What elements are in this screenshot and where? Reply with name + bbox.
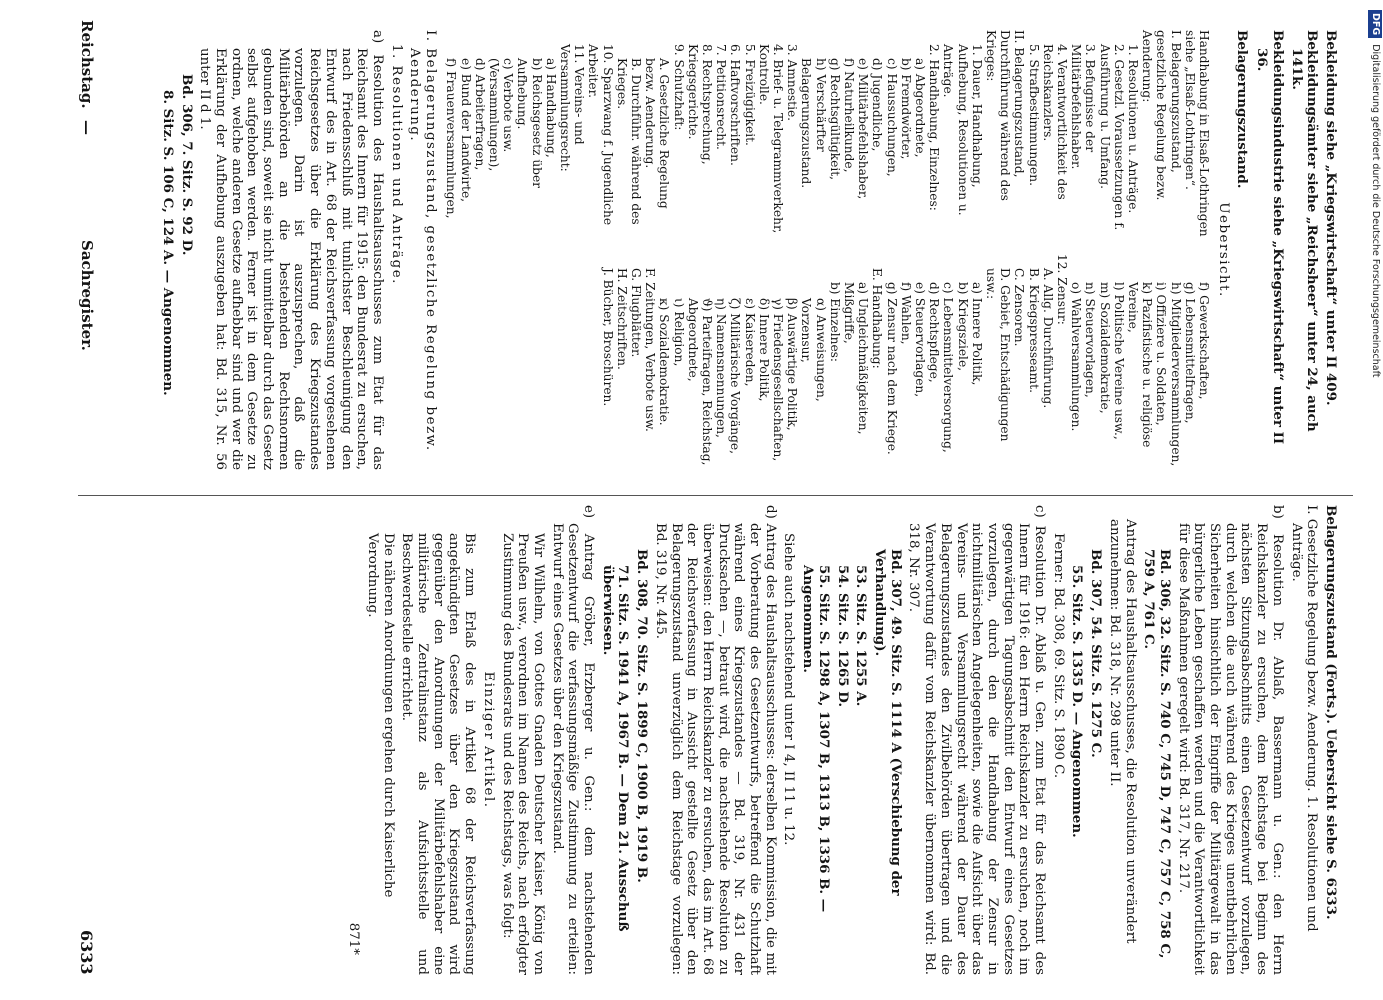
toc-item: e) Militärbefehlshaber,	[856, 58, 871, 200]
toc-item: 9. Schutzhaft:	[671, 44, 686, 131]
toc-item: J. Bücher, Broschüren.	[600, 268, 615, 407]
toc-item: f) Wahlen,	[898, 282, 913, 345]
motion-d: d) Antrag des Haushaltsausschusses: derselben Kommission, die mit der Vorberatung des Gesetzentwurfs, betreffend die Schutzhaft während eines Kriegszustandes — Bd. 319, Nr. 431 der Drucksachen —, betraut wird, die nachstehende Resolution zu überweisen: den Herrn Reichskanzler zu ersuchen, das im Art. 68 der Reichsverfassung in Aussicht gestellte Gesetz über den Belagerungszustand unverzüglich dem Reichstage vorzulegen: Bd. 319, Nr. 445.	[652, 505, 778, 975]
resolution-c-reference-1: Bd. 307, 49. Sitz. S. 1114 A (Verschiebung der Verhandlung).	[872, 549, 904, 896]
left-column	[98, 30, 1338, 470]
toc-item: c) Haussuchungen,	[884, 58, 899, 177]
subsection-1-heading: 1. Resolutionen und Anträge.	[388, 44, 404, 285]
toc-item: g) Lebensmittelfragen,	[1182, 282, 1197, 424]
toc-item: 8. Rechtsprechung, Kriegsgerichte.	[685, 44, 714, 165]
toc-item: δ) Innere Politik,	[756, 298, 771, 402]
toc-item: g) Rechtsgültigkeit,	[827, 58, 842, 181]
entry-bekleidungsaemter: Bekleidungsämter siehe „Reichsheer“ unter 24, auch 141k.	[1288, 30, 1321, 432]
funding-stamp	[1368, 10, 1382, 995]
toc-item: 12. Zensur:	[1055, 254, 1070, 325]
toc-item: e) Steuervorlagen,	[913, 282, 928, 398]
motion-d-reference-1: Bd. 308, 70. Sitz. S. 1899 C, 1900 B, 1919 B.	[634, 549, 651, 883]
toc-item: d) Jugendliche,	[870, 58, 885, 152]
toc-item: I. Belagerungszustand, gesetzliche Regelung bezw. Aenderung:	[1140, 30, 1183, 201]
resolution-a: a) Resolution des Haushaltsausschusses zum Etat für das Reichsamt des Innern für 1915: den Bundesrat zu ersuchen, nach Friedensschluß mit tunlichster Beschleunigung den Entwurf des in Art. 68 der Reichsverfassung vorgesehenen Reichsgesetzes über die Erklärung des Kriegszustandes vorzulegen. Darin ist auszusprechen, daß die Militärbehörden an die bestehenden Rechtsnormen gebunden sind, soweit sie nicht unmittelbar durch das Gesetz selbst aufgehoben werden. Ferner ist in dem Gesetze zu ordnen, welche anderen Gesetze aufhebbar sind und wer die Erklärung der Aufhebung auszugeben hat: Bd. 315, Nr. 56 unter II d 1.	[197, 30, 385, 470]
toc-item: ι) Religion,	[671, 298, 686, 367]
toc-item: h) Verschärfter Belagerungszustand.	[799, 58, 828, 189]
toc-item: G. Flugblätter.	[628, 268, 643, 358]
entry-bekleidung: Bekleidung siehe „Kriegswirtschaft“ unter II 409.	[1323, 30, 1339, 406]
funding-text: Digitalisierung gefördert durch die Deutsche Forschungsgemeinschaft	[1370, 44, 1381, 378]
toc-item: n) Steuervorlagen,	[1083, 282, 1098, 398]
toc-item: 6. Haftvorschriften.	[728, 44, 743, 166]
toc-item: ζ) Militärische Vorgänge,	[728, 298, 743, 454]
toc-item: ϑ) Parteifragen, Reichstag, Abgeordnete,	[685, 298, 714, 466]
toc-item: 3. Befugnisse der Militärbefehlshaber.	[1069, 44, 1098, 170]
resolution-b-reference: Bd. 306, 32. Sitz. S. 740 C, 745 D, 747 C, 757 C, 758 C, 759 A, 761 C.	[1141, 549, 1173, 959]
page-number: 6333	[77, 930, 96, 975]
toc-item: 1. Resolutionen u. Anträge.	[1126, 44, 1141, 214]
toc-item: A. Gesetzliche Regelung bezw. Aenderung.	[643, 58, 672, 209]
toc-item: D. Gebiet, Entschädigungen usw.:	[984, 268, 1013, 442]
toc-item: β) Auswärtige Politik,	[785, 298, 800, 431]
toc-item: a) Abgeordnete,	[913, 58, 928, 158]
toc-item: a) Innere Politik,	[969, 282, 984, 386]
resolution-b-committee: Antrag des Haushaltsausschusses, die Resolution unverändert anzunehmen: Bd. 318, Nr. 298 unter II.	[1106, 519, 1138, 944]
toc-item: 3. Amnestie.	[785, 44, 800, 122]
resolution-a-reference-2: 8. Sitz. S. 106 C, 124 A. — Angenommen.	[159, 90, 176, 396]
toc-item: k) Pazifistische u. religiöse Vereine,	[1126, 282, 1155, 448]
running-title-1: Reichstag.	[78, 20, 96, 109]
toc-item: H. Zeitschriften.	[614, 268, 629, 370]
toc-item: 5. Freizügigkeit.	[742, 44, 757, 146]
toc-item: 2. Handhabung, Einzelnes:	[927, 44, 942, 211]
toc-item: II. Belagerungszustand, Durchführung während des Krieges:	[984, 30, 1027, 201]
toc-item: 5. Strafbestimmungen.	[1026, 44, 1041, 186]
toc-item: f) Naturheilkunde,	[842, 58, 856, 173]
toc-item: h) Mitgliederversammlungen,	[1168, 282, 1183, 467]
overview-col-1	[444, 30, 1211, 246]
toc-item: o) Wahlversammlungen.	[1069, 282, 1084, 432]
resolution-c-reference-4: 55. Sitz. S. 1298 A, 1307 B, 1313 B, 1336 B. — Angenommen.	[800, 565, 832, 913]
decree-preamble: Wir Wilhelm, von Gottes Gnaden Deutscher Kaiser, König von Preußen usw., verordnen im Namen des Reichs, nach erfolgter Zustimmung des Bundesrats und des Reichstags, was folgt:	[499, 533, 546, 975]
overview-col-2	[444, 254, 1211, 470]
toc-item: 4. Verantwortlichkeit des Reichskanzlers.	[1040, 44, 1070, 200]
toc-item: d) Rechtspflege,	[927, 282, 942, 383]
toc-item: i) Offiziere u. Soldaten,	[1154, 282, 1169, 426]
continued-heading: Belagerungszustand (Forts.). Uebersicht siehe S. 6333.	[1323, 505, 1339, 920]
toc-item: η) Namensnennungen,	[714, 298, 729, 438]
motion-e: e) Antrag Gröber, Erzberger u. Gen.: dem nachstehenden Gesetzentwurf die verfassungsmäßige Zustimmung zu erteilen: Entwurf eines Gesetzes über den Kriegszustand.	[549, 505, 597, 975]
toc-item: E. Handhabung:	[870, 268, 885, 369]
resolution-c: c) Resolution Dr. Ablaß u. Gen. zum Etat für das Reichsamt des Innern für 1916: den Herrn Reichskanzler zu ersuchen, noch im gegenwärtigen Tagungsabschnitt den Entwurf eines Gesetzes vorzulegen, durch den die Handhabung der Zensur in nichtmilitärischen Angelegenheiten, sowie die Aufsicht über das Vereins- und Versammlungsrecht während der Dauer des Belagerungszustandes den Zivilbehörden übertragen und die Verantwortung dafür vom Reichskanzler übernommen wird: Bd. 318, Nr. 307.	[906, 505, 1048, 975]
toc-item: B. Durchführ. während des Krieges.	[614, 58, 643, 225]
toc-item: b) Fremdwörter,	[898, 58, 913, 160]
toc-item: B. Kriegspresseamt.	[1026, 268, 1041, 393]
toc-item: κ) Sozialdemokratie.	[657, 298, 672, 426]
toc-item: α) Anweisungen, Vorzensur,	[799, 298, 828, 402]
toc-item: F. Zeitungen, Verbote usw.	[643, 268, 658, 432]
toc-item: a) Ungleichmäßigkeiten, Mißgriffe,	[842, 282, 871, 435]
resolution-c-reference-3: 54. Sitz. S. 1265 D.	[834, 565, 851, 708]
toc-item: A. Allg. Durchführung.	[1040, 268, 1055, 409]
article-text: Bis zum Erlaß des in Artikel 68 der Reichsverfassung angekündigten Gesetzes über den Kriegszustand wird gegenüber den Anordnungen der Militärbefehlshaber eine militärische Zentralinstanz als Aufsichtsstelle und Beschwerdestelle errichtet.	[399, 533, 478, 975]
running-title-dash: —	[78, 120, 96, 135]
motion-d-reference-2: 71. Sitz. S. 1941 A, 1967 B. — Dem 21. Ausschuß überwiesen.	[599, 565, 632, 932]
section-I-heading: I. Belagerungszustand, gesetzliche Regelung bezw. Aenderung.	[407, 30, 439, 452]
toc-item: ε) Kaisereden,	[742, 298, 757, 387]
entry-bekleidungsindustrie: Bekleidungsindustrie siehe „Kriegswirtschaft“ unter II 36.	[1254, 30, 1286, 445]
toc-item: b) Einzelnes:	[827, 282, 842, 363]
toc-item: 11. Vereins- und Versammlungsrecht:	[557, 44, 587, 172]
toc-item: b) Reichsgesetz über Aufhebung.	[515, 58, 544, 189]
toc-item: d) Arbeiterfragen,	[472, 58, 487, 171]
section-heading: Belagerungszustand.	[1234, 30, 1251, 189]
toc-item: c) Lebensmittelversorgung,	[941, 282, 956, 453]
resolution-b-committee-ref-1: Bd. 307, 54. Sitz. S. 1275 C.	[1088, 549, 1105, 758]
column-divider	[78, 495, 1353, 496]
toc-item: γ) Friedensgesellschaften,	[770, 298, 785, 462]
overview-title: Uebersicht.	[1215, 202, 1231, 298]
toc-item: 1. Dauer, Handhabung, Aufhebung, Resolutionen u. Anträge.	[941, 44, 984, 216]
resolution-b: b) Resolution Dr. Ablaß, Bassermann u. Gen.: den Herrn Reichskanzler zu ersuchen, dem Reichstage bei Beginn des nächsten Sitzungsabschnitts einen Gesetzentwurf vorzulegen, durch welchen die auch während des Krieges unentbehrlichen Sicherheiten hinsichtlich der Eingriffe der Militärgewalt in das bürgerliche Leben geschaffen werden und die Verantwortlichkeit für diese Maßnahmen geregelt wird: Bd. 317, Nr. 217.	[1175, 505, 1285, 975]
toc-item: f) Frauenversammlungen,	[444, 58, 459, 219]
toc-item: 10. Sparzwang f. Jugendliche Arbeiter.	[586, 44, 615, 226]
toc-item: 2. Gesetzl. Voraussetzungen f. Ausführung u. Umfang.	[1097, 44, 1126, 231]
article-text-2: Die näheren Anordnungen ergehen durch Kaiserliche Verordnung.	[364, 533, 396, 898]
resolution-c-see-also: Siehe auch nachstehend unter I 4, II 11 u. 12.	[781, 533, 797, 846]
resolution-a-reference-1: Bd. 306, 7. Sitz. S. 92 D.	[178, 74, 195, 256]
toc-item: Handhabung in Elsaß-Lothringen siehe „Elsaß-Lothringen“.	[1182, 30, 1212, 237]
toc-item: m) Sozialdemokratie,	[1097, 282, 1112, 414]
toc-item: 7. Petitionsrecht.	[714, 44, 729, 150]
signature-mark: 871*	[346, 922, 362, 955]
section-I-heading-right: I. Gesetzliche Regelung bezw. Aenderung. 1. Resolutionen und Anträge.	[1288, 505, 1320, 932]
resolution-c-reference-2: 53. Sitz. S. 1255 A.	[853, 565, 870, 707]
toc-item: f) Gewerkschaften,	[1197, 282, 1212, 400]
toc-item: c) Verbote usw. (Versammlungen),	[486, 58, 516, 172]
toc-item: l) Politische Vereine usw.,	[1111, 282, 1126, 440]
resolution-b-committee-ref-2: 55. Sitz. S. 1335 D. — Angenommen.	[1069, 565, 1086, 838]
dfg-logo: DFG	[1368, 10, 1382, 38]
toc-item: b) Kriegsziele,	[955, 282, 970, 372]
resolution-b-committee-ref-3: Ferner: Bd. 308, 69. Sitz. S. 1890 C.	[1050, 533, 1066, 779]
overview-table	[444, 30, 1211, 470]
toc-item: e) Bund der Landwirte,	[458, 58, 473, 203]
toc-item: 4. Brief- u. Telegrammverkehr, Kontrolle.	[756, 44, 785, 234]
toc-item: g) Zensur nach dem Kriege.	[884, 282, 899, 455]
article-title: Einziger Artikel.	[480, 671, 496, 809]
toc-item: C. Zensoren.	[1012, 268, 1027, 347]
right-column	[98, 505, 1338, 975]
running-title-2: Sachregister.	[78, 240, 96, 351]
toc-item: a) Handhabung,	[543, 58, 558, 158]
